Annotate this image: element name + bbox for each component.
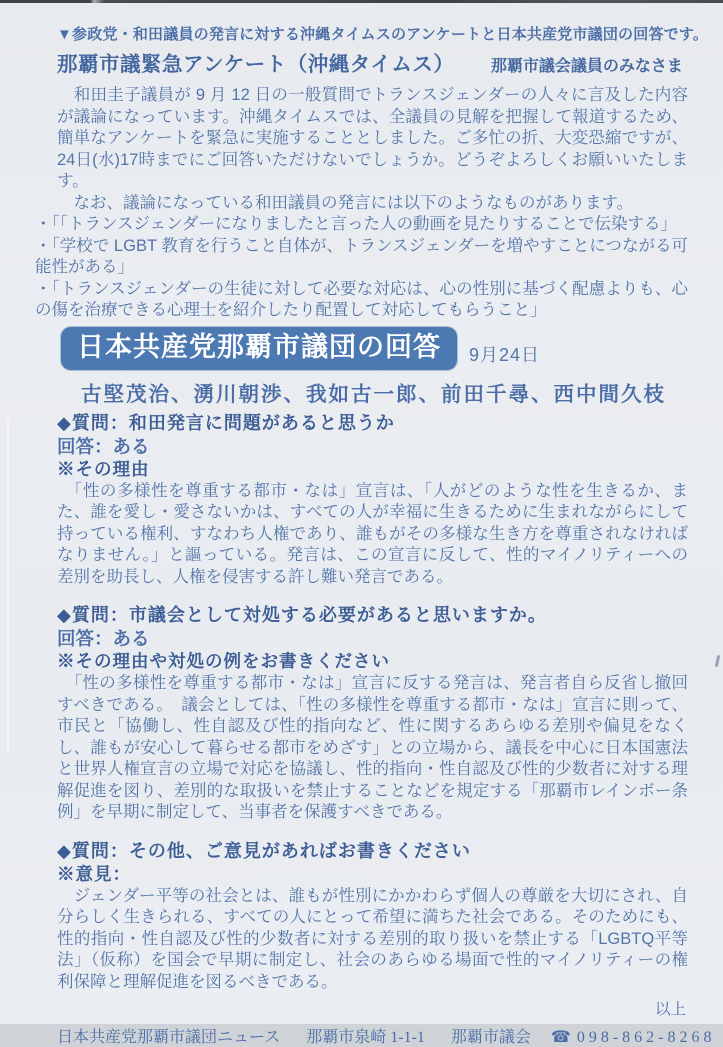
closing-mark: 以上 bbox=[654, 1001, 686, 1018]
note-label: ※意見： bbox=[57, 863, 131, 884]
wada-quote-2: ・「学校で LGBT 教育を行うこと自体が、トランスジェンダーを増やすことにつながる可能性がある」 bbox=[35, 236, 688, 276]
answer-body: ジェンダー平等の社会とは、誰もが性別にかかわらず個人の尊厳を大切にされ、自分らしく生きられる、すべての人にとって希望に満ちた社会である。そのためにも、性的指向・性自認及び性的少数者に対する差別的取り扱いを禁止する「LGBTQ平等法」（仮称）を国会で早期に制定し、社会のあらゆる場面で性的マイノリティーの権利保障と理解促進を図るべきである。 bbox=[57, 886, 688, 991]
page-title: 那覇市議緊急アンケート（沖縄タイムス） bbox=[57, 53, 455, 76]
answer-banner: 日本共産党那覇市議団の回答 bbox=[61, 327, 457, 370]
question-heading: ◆質問：その他、ご意見があればお書きください bbox=[57, 840, 471, 861]
footer-phone: 098-862-8268 bbox=[576, 1029, 716, 1046]
telephone-icon: ☎ bbox=[550, 1029, 571, 1046]
qa-section-2 bbox=[57, 604, 688, 824]
notice-line: ▼参政党・和田議員の発言に対する沖縄タイムスのアンケートと日本共産党市議団の回答です。 bbox=[57, 26, 709, 43]
answer-banner-row bbox=[61, 327, 688, 370]
wada-quote-1: ・「「トランスジェンダーになりましたと言った人の動画を見たりすることで伝染する」 bbox=[35, 215, 678, 233]
question-heading: ◆質問：市議会として対処する必要があると思いますか。 bbox=[57, 605, 547, 625]
page-subtitle: 那覇市議会議員のみなさま bbox=[490, 58, 683, 75]
title-row bbox=[57, 47, 688, 77]
answer-body: 「性の多様性を尊重する都市・なは」宣言に反する発言は、発言者自ら反省し撤回すべきである。 議会としては、「性の多様性を尊重する都市・なは」宣言に則って、市民と「協働し、性自認及び性的指向など、性に関するあらゆる差別や偏見をなくし、誰もが安心して暮らせる都市をめざす」との立場から、議長を中心に日本国憲法と世界人権宣言の立場で対応を協議し、性的指向・性自認及び性的少数者に対する理解促進を図り、差別的な取扱いを禁止することなどを規定する「那覇市レインボー条例」を早期に制定して、当事者を保護すべきである。 bbox=[57, 674, 688, 821]
footer-address: 那覇市泉崎 1-1-1 bbox=[306, 1029, 425, 1046]
wada-quote-3: ・「トランスジェンダーの生徒に対して必要な対応は、心の性別に基づく配慮よりも、心の傷を治療できる心理士を紹介したり配置して対応してもらうこと」 bbox=[35, 279, 688, 319]
intro-paragraph-2: なお、議論になっている和田議員の発言には以下のようなものがあります。 bbox=[57, 193, 634, 212]
note-label: ※その理由や対処の例をお書きください bbox=[57, 651, 390, 671]
answer-line: 回答：ある bbox=[57, 628, 150, 649]
qa-section-1 bbox=[57, 412, 688, 589]
scan-edge-artifact bbox=[0, 0, 723, 3]
intro-paragraph-1: 和田圭子議員が 9 月 12 日の一般質問でトランスジェンダーの人々に言及した内容が議論になっています。沖縄タイムスでは、全議員の見解を把握して報道するため、簡単なアンケートを緊急に実施することとしました。ご多忙の折、大変恐縮ですが、24日(水)17時までにご回答いただけないでしょうか。どうぞよろしくお願いいたします。 bbox=[57, 86, 688, 190]
answer-date: 9月24日 bbox=[469, 344, 541, 365]
footer-line bbox=[57, 1024, 716, 1047]
footer-publisher: 日本共産党那覇市議団ニュース bbox=[57, 1029, 281, 1046]
answer-line: 回答：ある bbox=[57, 435, 150, 457]
scan-streak-artifact bbox=[7, 420, 9, 750]
answer-body: 「性の多様性を尊重する都市・なは」宣言は、「人がどのような性を生きるか、また、誰を愛し・愛さないかは、すべての人が幸福に生きるために生まれながらにして持っている権利、すなわち人権であり、誰もがその多様な生き方を尊重されなければなりません。」と謳っている。発言は、この宣言に反して、性的マイノリティーへの差別を助長し、人権を侵害する許し難い発言である。 bbox=[57, 481, 688, 586]
footer-org: 那覇市議会 bbox=[450, 1029, 531, 1046]
qa-section-3 bbox=[57, 840, 688, 994]
council-members: 古堅茂治、湧川朝渉、我如古一郎、前田千尋、西中間久枝 bbox=[81, 382, 666, 406]
note-label: ※その理由 bbox=[57, 458, 150, 479]
question-heading: ◆質問：和田発言に問題があると思うか bbox=[57, 412, 395, 433]
